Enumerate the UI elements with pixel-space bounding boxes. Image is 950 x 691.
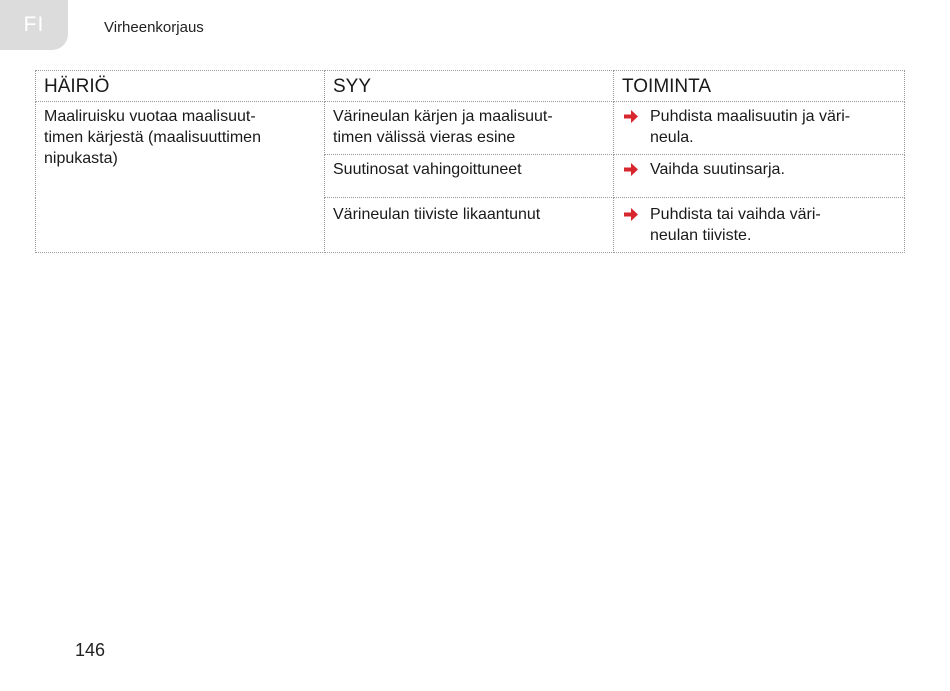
arrow-right-icon <box>624 163 638 176</box>
action-text <box>650 159 896 180</box>
action-cell <box>614 155 905 198</box>
cause-text-line: timen välissä vieras esine <box>333 129 516 146</box>
fault-text-line: nipukasta) <box>44 150 118 167</box>
table-row <box>36 102 905 155</box>
action-text-line: neulan tiiviste. <box>650 227 752 244</box>
cause-text-line: Värineulan tiiviste likaantunut <box>333 206 541 223</box>
arrow-right-icon <box>624 208 638 221</box>
cause-text-line: Suutinosat vahingoittuneet <box>333 161 522 178</box>
troubleshooting-table <box>35 70 905 253</box>
action-text-line: Puhdista tai vaihda väri- <box>650 206 821 223</box>
action-text-line: Vaihda suutinsarja. <box>650 161 785 178</box>
action-text-line: neula. <box>650 129 694 146</box>
fault-text-line: Maaliruisku vuotaa maalisuut- <box>44 108 256 125</box>
cause-cell <box>325 102 614 155</box>
action-text <box>650 204 896 246</box>
column-header-fault: HÄIRIÖ <box>36 71 325 102</box>
action-text <box>650 106 896 148</box>
action-text-line: Puhdista maalisuutin ja väri- <box>650 108 851 125</box>
table-header-row <box>36 71 905 102</box>
arrow-right-icon <box>624 110 638 123</box>
language-tab: FI <box>0 0 68 50</box>
cause-cell <box>325 155 614 198</box>
action-cell <box>614 102 905 155</box>
cause-text-line: Värineulan kärjen ja maalisuut- <box>333 108 553 125</box>
fault-cell <box>36 102 325 253</box>
section-title: Virheenkorjaus <box>104 19 204 36</box>
column-header-action: TOIMINTA <box>614 71 905 102</box>
page-number: 146 <box>75 640 106 660</box>
action-cell <box>614 198 905 253</box>
cause-cell <box>325 198 614 253</box>
column-header-cause: SYY <box>325 71 614 102</box>
fault-text-line: timen kärjestä (maalisuuttimen <box>44 129 261 146</box>
